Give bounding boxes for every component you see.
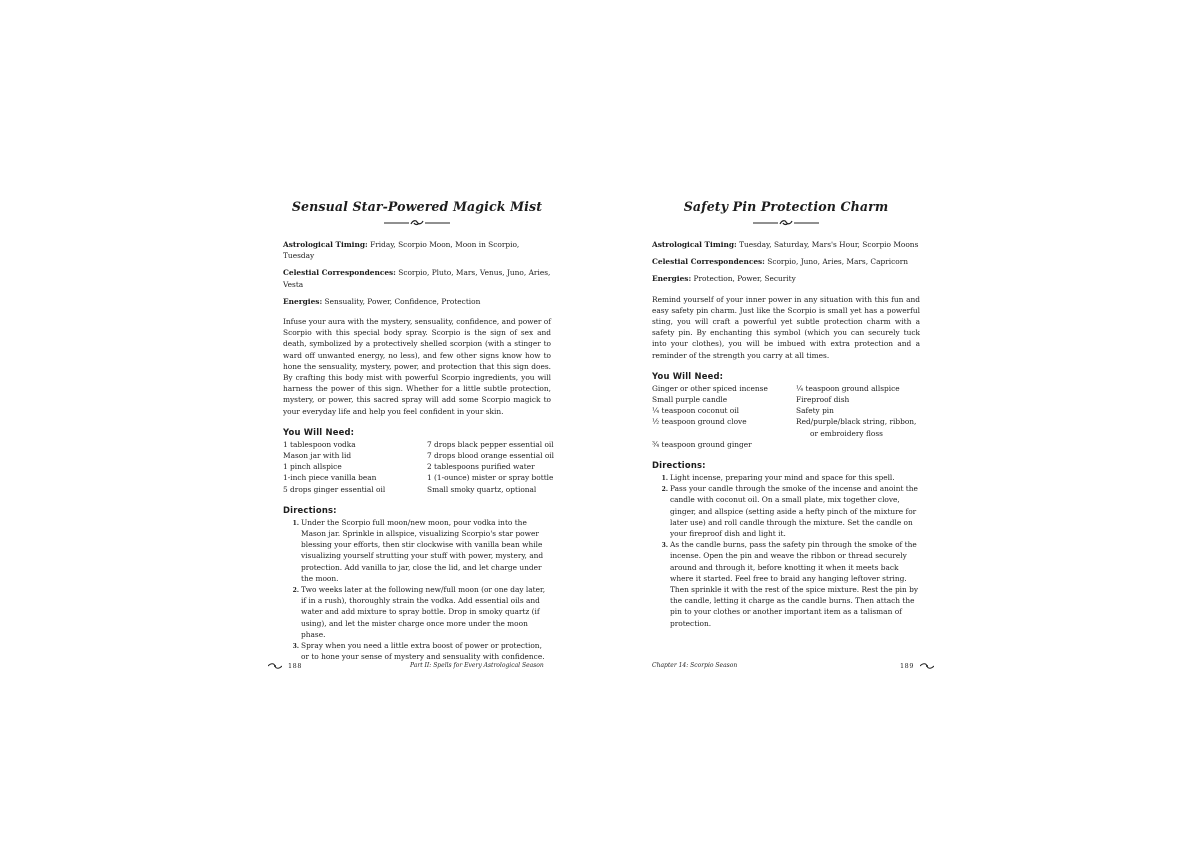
direction-step: 3. As the candle burns, pass the safety pin through the smoke of the incense. Open the pin and weave the ribbon or thread securely around and through it, before knotting it when it meets back where it started. Feel free to braid any hanging leftover string. Then sprinkle it with the rest of the spice mixture. Rest the pin by the candle, letting it charge as the candle burns. Then attach the pin to your clothes or another important item as a talisman of protection. (670, 539, 920, 629)
spell-title: Sensual Star-Powered Magick Mist (291, 199, 543, 214)
energies-label: Energies: (652, 274, 692, 284)
needs-item: 1-inch piece vanilla bean (283, 473, 377, 483)
needs-item: Safety pin (796, 406, 834, 416)
needs-item: 5 drops ginger essential oil (283, 484, 386, 494)
page-number-left (268, 662, 302, 670)
needs-item: ¼ teaspoon ground allspice (796, 383, 900, 393)
folio-ornament-icon (920, 663, 934, 669)
energies-value: Protection, Power, Security (691, 274, 796, 284)
directions-heading: Directions: (652, 460, 706, 471)
running-footer: Chapter 14: Scorpio Season (652, 662, 738, 669)
needs-item: ¼ teaspoon coconut oil (652, 406, 739, 416)
needs-item: Mason jar with lid (283, 451, 352, 461)
spell-title: Safety Pin Protection Charm (683, 199, 889, 214)
right-page-content (652, 199, 920, 629)
needs-item: ¾ teaspoon ground ginger (652, 439, 752, 449)
intro-paragraph: Remind yourself of your inner power in any situation with this fun and easy safety pin charm. Just like the Scorpio is small yet has a powerful sting, you will craft a powerful yet subtle protection charm with a safety pin. By enchanting this symbol (which you can securely tuck into your clothes), you will be imbued with extra protection and a reminder of the strength you carry at all times. (652, 294, 920, 360)
needs-item: Ginger or other spiced incense (652, 383, 768, 393)
celestial-correspondences (283, 267, 551, 289)
folio-ornament-icon (268, 663, 282, 669)
celestial-correspondences (652, 256, 920, 267)
needs-item: Small smoky quartz, optional (427, 484, 537, 494)
needs-item: Small purple candle (652, 395, 728, 405)
needs-list (283, 439, 555, 495)
needs-item: 1 tablespoon vodka (283, 439, 356, 449)
directions-list (283, 517, 551, 663)
astrological-timing-value: Friday, Scorpio Moon, Moon in Scorpio, Tuesday (283, 240, 520, 261)
energies (283, 296, 551, 307)
needs-item: 7 drops blood orange essential oil (427, 451, 555, 461)
energies (652, 273, 920, 284)
needs-item: Red/purple/black string, ribbon, or embroidery floss (796, 417, 917, 438)
energies-label: Energies: (283, 296, 323, 306)
direction-step: 3. Spray when you need a little extra boost of power or protection, or to hone your sense of mystery and sensuality with confidence. (301, 640, 551, 662)
celestial-correspondences-label: Celestial Correspondences: (652, 257, 765, 267)
page-number: 188 (288, 662, 302, 670)
celestial-correspondences-value: Scorpio, Pluto, Mars, Venus, Juno, Aries, Vesta (283, 268, 551, 289)
directions-list (652, 472, 920, 629)
intro-paragraph: Infuse your aura with the mystery, sensuality, confidence, and power of Scorpio with this special body spray. Scorpio is the sign of sex and death, symbolized by a protectively shelled scorpion (with a stinger to ward off unwanted energy, no less), and few other signs know how to hone the sensuality, mystery, power, and protection that this sign does. By crafting this body mist with powerful Scorpio ingredients, you will harness the power of this sign. Whether for a little subtle protection, mystery, or power, this sacred spray will add some Scorpio magick to your everyday life and help you feel confident in your skin. (283, 317, 551, 416)
needs-item (796, 439, 920, 450)
astrological-timing-label: Astrological Timing: (652, 240, 737, 249)
needs-list (652, 383, 920, 450)
needs-heading: You Will Need: (652, 370, 724, 381)
right-page (600, 0, 1200, 855)
needs-item: Fireproof dish (796, 395, 850, 405)
title-ornament-icon (652, 219, 920, 227)
needs-item: ½ teaspoon ground clove (652, 417, 747, 427)
needs-item: 7 drops black pepper essential oil (427, 439, 554, 449)
celestial-correspondences-label: Celestial Correspondences: (283, 268, 396, 278)
astrological-timing (283, 239, 551, 261)
running-footer: Part II: Spells for Every Astrological Season (410, 662, 544, 669)
direction-step: 1. Light incense, preparing your mind and space for this spell. (670, 472, 920, 483)
direction-step: 2. Pass your candle through the smoke of the incense and anoint the candle with coconut oil. On a small plate, mix together clove, ginger, and allspice (setting aside a hefty pinch of the mixture for later use) and roll candle through the mixture. Set the candle on your fireproof dish and light it. (670, 483, 920, 539)
needs-heading: You Will Need: (283, 426, 355, 437)
directions-heading: Directions: (283, 504, 337, 515)
page-number: 189 (900, 662, 914, 670)
astrological-timing (652, 239, 920, 250)
celestial-correspondences-value: Scorpio, Juno, Aries, Mars, Capricorn (764, 257, 908, 267)
page-number-right (900, 662, 934, 670)
needs-item: 1 pinch allspice (283, 462, 342, 472)
astrological-timing-label: Astrological Timing: (283, 240, 368, 249)
needs-item: 1 (1-ounce) mister or spray bottle (427, 473, 554, 483)
left-page-content (283, 199, 555, 663)
direction-step: 1. Under the Scorpio full moon/new moon, pour vodka into the Mason jar. Sprinkle in allspice, visualizing Scorpio's star power blessing your efforts, then stir clockwise with vanilla bean while visualizing yourself strutting your stuff with power, mystery, and protection. Add vanilla to jar, close the lid, and let charge under the moon. (301, 517, 551, 584)
direction-step: 2. Two weeks later at the following new/full moon (or one day later, if in a rush), thoroughly strain the vodka. Add essential oils and water and add mixture to spray bottle. Drop in smoky quartz (if using), and let the mister charge once more under the moon phase. (301, 584, 551, 640)
astrological-timing-value: Tuesday, Saturday, Mars's Hour, Scorpio Moons (736, 240, 919, 249)
needs-item: 2 tablespoons purified water (427, 462, 535, 472)
title-ornament-icon (283, 219, 551, 227)
energies-value: Sensuality, Power, Confidence, Protection (322, 296, 481, 306)
